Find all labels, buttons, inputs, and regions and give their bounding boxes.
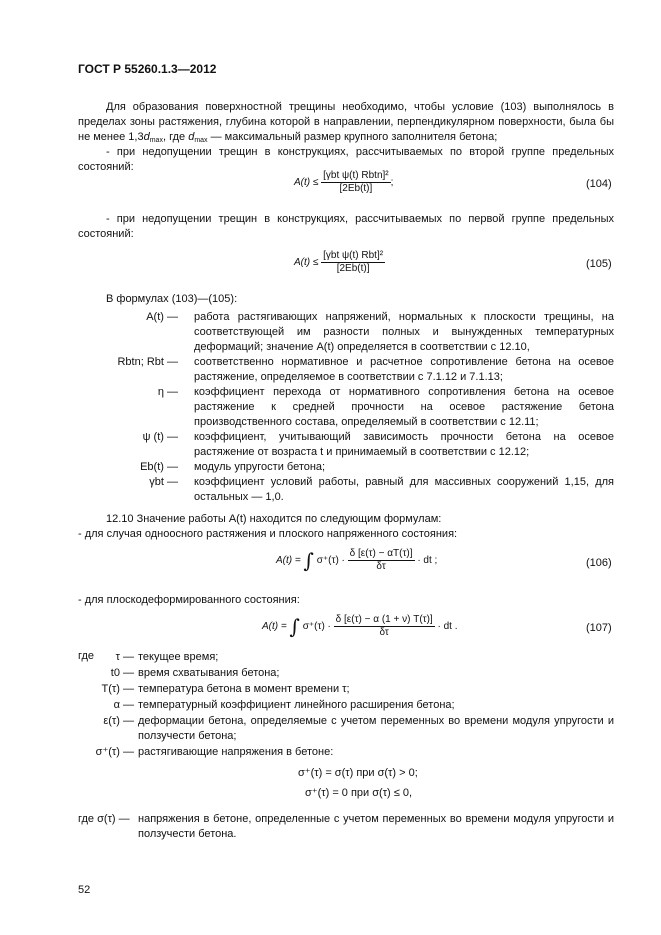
page-number: 52 (78, 884, 91, 896)
formula-106-lhs: A(t) = (276, 555, 301, 567)
sigma-condition-nonpositive: σ⁺(τ) = 0 при σ(τ) ≤ 0, (305, 787, 413, 799)
formula-104 (294, 170, 393, 195)
where-alpha-text: температурный коэффициент линейного расширения бетона; (138, 699, 455, 711)
where-t-symbol: T(τ) — (101, 683, 134, 695)
where-tau-text: текущее время; (138, 651, 219, 663)
formula-106-numerator: δ [ε(τ) − αT(τ)] (349, 548, 413, 559)
sigma-condition-positive: σ⁺(τ) = σ(τ) при σ(τ) > 0; (298, 767, 418, 779)
where-epsilon-text: деформации бетона, определяемые с учетом переменных во времени модуля упругости и ползучести бетона; (138, 715, 614, 742)
final-sigma (78, 812, 614, 842)
dmax-var-2: d (188, 131, 195, 143)
formula-107 (262, 614, 458, 639)
formula-106-fraction (348, 548, 415, 573)
where-tau (78, 650, 614, 665)
formula-105-lhs: A(t) ≤ (294, 257, 319, 269)
definition-r (60, 355, 614, 385)
where-t-text: температура бетона в момент времени τ; (138, 683, 350, 695)
definition-gamma-text: коэффициент условий работы, равный для массивных сооружений 1,15, для остальных — 1,0. (194, 476, 614, 503)
where-sigma-plus-text: растягивающие напряжения в бетоне: (138, 746, 334, 758)
definition-eta-text: коэффициент перехода от нормативного сопротивления бетона на осевое растяжение к средней прочности на осевое растяжение бетона производственного состава, определяемый в соответствии с 12.11; (194, 386, 614, 428)
definition-gamma-symbol: γbt — (149, 476, 178, 488)
paragraph-intro-text-2: , где (162, 131, 189, 143)
final-sigma-label: где σ(τ) — (78, 813, 130, 825)
paragraph-intro-text-3: — максимальный размер крупного заполнителя бетона; (207, 131, 498, 143)
formula-106-integrand: σ⁺(τ) · (316, 555, 345, 567)
standard-header: ГОСТ Р 55260.1.3—2012 (78, 62, 217, 76)
paragraph-second-group: - при недопущении трещин в конструкциях, рассчитываемых по второй группе предельных состояний: (78, 146, 614, 173)
formula-107-lhs: A(t) = (262, 621, 287, 633)
where-t0-text: время схватывания бетона; (138, 667, 280, 679)
paragraph-12-10: 12.10 Значение работы A(t) находится по следующим формулам: (106, 513, 442, 525)
definition-e (60, 460, 614, 475)
definition-psi (60, 430, 614, 460)
paragraph-intro-text: Для образования поверхностной трещины необходимо, чтобы условие (103) выполнялось в пределах зоны растяжения, глубина которой в направлении, перпендикулярном поверхности, была бы не менее 1,3 (78, 101, 614, 143)
where-label: где (78, 650, 95, 662)
definition-e-text: модуль упругости бетона; (194, 461, 326, 473)
formula-106 (276, 548, 437, 573)
paragraph-intro (78, 100, 614, 148)
definition-a-text: работа растягивающих напряжений, нормальных к плоскости трещины, на соответствующей им разности полных и вынужденных температурных деформаций; значение A(t) определяется в соответствии с 12.10, (194, 311, 614, 353)
formula-104-tail: ; (390, 177, 394, 189)
definition-e-symbol: Eb(t) — (140, 461, 178, 473)
paragraph-first-group: - при недопущении трещин в конструкциях, рассчитываемых по первой группе предельных состояний: (78, 213, 614, 240)
formula-104-numerator: [γbt ψ(t) Rbtn]² (323, 170, 389, 181)
definition-r-text: соответственно нормативное и расчетное сопротивление бетона на осевое растяжение, определяемое в соответствии с 7.1.12 и 7.1.13; (194, 356, 614, 383)
where-alpha (78, 698, 614, 713)
formula-104-fraction (321, 170, 390, 195)
where-t (78, 682, 614, 697)
definition-eta (60, 385, 614, 430)
where-epsilon (78, 714, 614, 744)
integral-icon: ∫ (303, 548, 314, 573)
where-tau-symbol: τ — (115, 651, 134, 663)
formula-106-denominator: δτ (376, 561, 386, 572)
formula-106-number: (106) (586, 557, 612, 569)
definition-psi-text: коэффициент, учитывающий зависимость прочности бетона на осевое растяжение от возраста t и принимаемый в соответствии с 12.12; (194, 431, 614, 458)
final-sigma-text: напряжения в бетоне, определенные с учетом переменных во времени модуля упругости и ползучести бетона. (138, 813, 614, 840)
formula-105-number: (105) (586, 258, 612, 270)
where-t0-symbol: t0 — (110, 667, 134, 679)
integral-icon: ∫ (289, 614, 300, 639)
formula-107-fraction (334, 614, 435, 639)
definition-a-symbol: A(t) — (146, 311, 178, 323)
formula-107-tail: · dt . (437, 621, 458, 633)
formula-105 (294, 250, 385, 275)
where-sigma-plus (78, 745, 614, 760)
formula-107-numerator: δ [ε(τ) − α (1 + ν) T(τ)] (335, 614, 433, 625)
paragraph-plane-strain: - для плоскодеформированного состояния: (78, 594, 300, 606)
formula-104-lhs: A(t) ≤ (294, 177, 319, 189)
definition-psi-symbol: ψ (t) — (142, 431, 178, 443)
definition-eta-symbol: η — (157, 386, 178, 398)
where-t0 (78, 666, 614, 681)
where-alpha-symbol: α — (113, 699, 134, 711)
dmax-sub: max (149, 137, 163, 144)
formula-105-fraction (321, 250, 385, 275)
dmax-var: d (143, 131, 150, 143)
paragraph-uniaxial: - для случая одноосного растяжения и плоского напряженного состояния: (78, 528, 458, 540)
definition-gamma (60, 475, 614, 505)
formula-107-number: (107) (586, 622, 612, 634)
where-sigma-plus-symbol: σ⁺(τ) — (95, 746, 134, 758)
formula-106-tail: · dt ; (417, 555, 438, 567)
formula-107-integrand: σ⁺(τ) · (302, 621, 331, 633)
paragraph-in-formulas: В формулах (103)—(105): (106, 293, 238, 305)
formula-105-denominator: [2Eb(t)] (336, 263, 370, 274)
formula-104-denominator: [2Eb(t)] (339, 183, 373, 194)
dmax-sub-2: max (194, 137, 208, 144)
formula-104-number: (104) (586, 178, 612, 190)
where-epsilon-symbol: ε(τ) — (103, 715, 134, 727)
formula-107-denominator: δτ (379, 627, 389, 638)
definition-a (60, 310, 614, 355)
formula-105-numerator: [γbt ψ(t) Rbt]² (323, 250, 384, 261)
definition-r-symbol: Rbtn; Rbt — (117, 356, 178, 368)
